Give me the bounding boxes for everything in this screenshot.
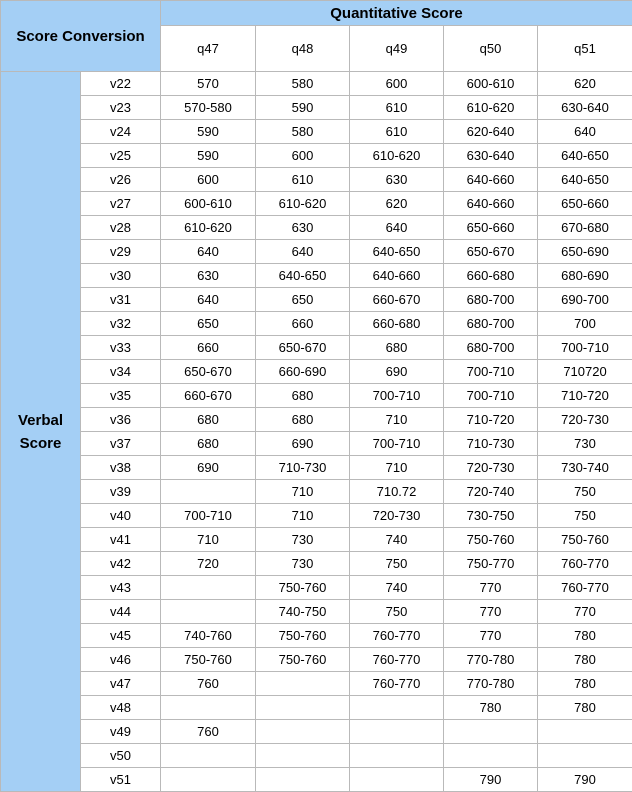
- table-cell: 770: [538, 600, 632, 624]
- row-header-v22: v22: [81, 72, 161, 96]
- table-cell: 660-670: [161, 384, 256, 408]
- table-cell: 730-740: [538, 456, 632, 480]
- row-header-v25: v25: [81, 144, 161, 168]
- table-cell: 780: [538, 696, 632, 720]
- table-cell: 610-620: [161, 216, 256, 240]
- table-row: [1, 528, 632, 552]
- row-header-v23: v23: [81, 96, 161, 120]
- row-header-v34: v34: [81, 360, 161, 384]
- table-cell: 710720: [538, 360, 632, 384]
- table-cell: 580: [256, 72, 350, 96]
- table-cell: 680-700: [444, 312, 538, 336]
- table-cell: 750-760: [256, 624, 350, 648]
- table-cell: 600: [350, 72, 444, 96]
- table-row: [1, 720, 632, 744]
- table-cell: 780: [538, 624, 632, 648]
- table-cell: 710-730: [256, 456, 350, 480]
- table-row: [1, 264, 632, 288]
- table-cell: 770: [444, 576, 538, 600]
- table-row: [1, 120, 632, 144]
- table-cell: 650-690: [538, 240, 632, 264]
- table-cell: 670-680: [538, 216, 632, 240]
- table-cell: 750: [350, 600, 444, 624]
- table-cell: 710.72: [350, 480, 444, 504]
- table-cell: 660-690: [256, 360, 350, 384]
- row-header-v47: v47: [81, 672, 161, 696]
- table-cell: 600: [161, 168, 256, 192]
- table-row: [1, 504, 632, 528]
- table-cell: [256, 768, 350, 792]
- row-header-v35: v35: [81, 384, 161, 408]
- table-cell: 650: [256, 288, 350, 312]
- row-header-v51: v51: [81, 768, 161, 792]
- table-cell: 660-670: [350, 288, 444, 312]
- table-cell: 590: [256, 96, 350, 120]
- table-cell: 770: [444, 624, 538, 648]
- row-header-v27: v27: [81, 192, 161, 216]
- table-cell: 720: [161, 552, 256, 576]
- table-cell: 760: [161, 672, 256, 696]
- row-header-v50: v50: [81, 744, 161, 768]
- quantitative-score-header: Quantitative Score: [161, 1, 632, 26]
- table-cell: 680: [256, 408, 350, 432]
- table-cell: 630-640: [538, 96, 632, 120]
- row-header-v49: v49: [81, 720, 161, 744]
- table-cell: 730: [256, 552, 350, 576]
- table-cell: 680-690: [538, 264, 632, 288]
- table-cell: 760-770: [350, 672, 444, 696]
- table-cell: 710: [256, 480, 350, 504]
- table-cell: 740: [350, 576, 444, 600]
- table-cell: 780: [444, 696, 538, 720]
- table-row: [1, 240, 632, 264]
- table-cell: [161, 480, 256, 504]
- table-cell: 630: [161, 264, 256, 288]
- table-row: [1, 456, 632, 480]
- table-cell: 640-650: [256, 264, 350, 288]
- table-row: [1, 408, 632, 432]
- table-cell: 610: [350, 96, 444, 120]
- table-cell: 690-700: [538, 288, 632, 312]
- table-cell: 730: [256, 528, 350, 552]
- table-cell: 640: [538, 120, 632, 144]
- table-cell: 620: [350, 192, 444, 216]
- table-cell: 710-720: [444, 408, 538, 432]
- table-cell: 660-680: [444, 264, 538, 288]
- table-cell: 600-610: [161, 192, 256, 216]
- table-cell: 640-650: [538, 144, 632, 168]
- table-cell: 680: [161, 408, 256, 432]
- table-cell: 630: [256, 216, 350, 240]
- table-cell: 600: [256, 144, 350, 168]
- table-cell: 640-650: [350, 240, 444, 264]
- table-cell: 780: [538, 648, 632, 672]
- table-cell: 580: [256, 120, 350, 144]
- table-cell: 760-770: [538, 576, 632, 600]
- table-cell: [161, 576, 256, 600]
- table-cell: [256, 696, 350, 720]
- table-cell: 790: [444, 768, 538, 792]
- table-cell: [538, 744, 632, 768]
- table-cell: 710-730: [444, 432, 538, 456]
- table-cell: 710: [350, 456, 444, 480]
- table-row: [1, 552, 632, 576]
- row-header-v37: v37: [81, 432, 161, 456]
- table-row: [1, 168, 632, 192]
- table-row: [1, 336, 632, 360]
- table-cell: 750-760: [161, 648, 256, 672]
- table-cell: 680: [350, 336, 444, 360]
- row-header-v43: v43: [81, 576, 161, 600]
- table-cell: 730: [538, 432, 632, 456]
- table-row: [1, 192, 632, 216]
- table-cell: [444, 744, 538, 768]
- table-cell: 570-580: [161, 96, 256, 120]
- table-cell: [256, 744, 350, 768]
- table-cell: [161, 768, 256, 792]
- table-cell: 750: [538, 480, 632, 504]
- table-cell: 690: [161, 456, 256, 480]
- table-cell: 770-780: [444, 672, 538, 696]
- row-header-v31: v31: [81, 288, 161, 312]
- table-cell: 720-730: [444, 456, 538, 480]
- table-cell: 710-720: [538, 384, 632, 408]
- table-cell: 740-760: [161, 624, 256, 648]
- table-cell: 610-620: [444, 96, 538, 120]
- table-cell: 640-660: [350, 264, 444, 288]
- table-cell: 640: [161, 288, 256, 312]
- table-cell: 700: [538, 312, 632, 336]
- table-cell: 780: [538, 672, 632, 696]
- column-header-q50: q50: [444, 26, 538, 72]
- table-row: [1, 672, 632, 696]
- verbal-score-header: [1, 72, 81, 792]
- table-row: [1, 384, 632, 408]
- table-cell: [350, 720, 444, 744]
- table-cell: 650-670: [444, 240, 538, 264]
- table-cell: 620-640: [444, 120, 538, 144]
- table-cell: [350, 696, 444, 720]
- table-cell: 750-760: [256, 576, 350, 600]
- table-cell: 660: [161, 336, 256, 360]
- table-cell: 610: [256, 168, 350, 192]
- table-cell: [161, 600, 256, 624]
- row-header-v32: v32: [81, 312, 161, 336]
- row-header-v26: v26: [81, 168, 161, 192]
- table-cell: 650-660: [444, 216, 538, 240]
- table-row: [1, 432, 632, 456]
- table-cell: [444, 720, 538, 744]
- table-cell: [350, 744, 444, 768]
- table-cell: [538, 720, 632, 744]
- table-cell: 760-770: [350, 648, 444, 672]
- table-cell: 680: [161, 432, 256, 456]
- table-row: [1, 72, 632, 96]
- column-header-q47: q47: [161, 26, 256, 72]
- table-cell: 680-700: [444, 288, 538, 312]
- table-cell: 750-770: [444, 552, 538, 576]
- table-cell: 700-710: [350, 384, 444, 408]
- table-cell: 630-640: [444, 144, 538, 168]
- table-cell: [256, 720, 350, 744]
- row-header-v29: v29: [81, 240, 161, 264]
- table-cell: 710: [350, 408, 444, 432]
- table-row: [1, 624, 632, 648]
- table-cell: 750: [350, 552, 444, 576]
- table-cell: 630: [350, 168, 444, 192]
- row-header-v30: v30: [81, 264, 161, 288]
- table-cell: 600-610: [444, 72, 538, 96]
- table-cell: 660-680: [350, 312, 444, 336]
- row-header-v36: v36: [81, 408, 161, 432]
- table-cell: 640-660: [444, 168, 538, 192]
- table-row: [1, 144, 632, 168]
- table-cell: 700-710: [350, 432, 444, 456]
- table-cell: 750-760: [538, 528, 632, 552]
- table-cell: 770-780: [444, 648, 538, 672]
- table-cell: 620: [538, 72, 632, 96]
- row-header-v24: v24: [81, 120, 161, 144]
- table-cell: 690: [350, 360, 444, 384]
- table-cell: 730-750: [444, 504, 538, 528]
- table-cell: 680-700: [444, 336, 538, 360]
- row-header-v33: v33: [81, 336, 161, 360]
- table-cell: 690: [256, 432, 350, 456]
- row-header-v44: v44: [81, 600, 161, 624]
- row-header-v38: v38: [81, 456, 161, 480]
- table-cell: 700-710: [538, 336, 632, 360]
- table-cell: 760-770: [538, 552, 632, 576]
- table-cell: 790: [538, 768, 632, 792]
- row-header-v28: v28: [81, 216, 161, 240]
- table-row: [1, 768, 632, 792]
- table-row: [1, 360, 632, 384]
- table-header: [1, 1, 632, 72]
- table-row: [1, 480, 632, 504]
- table-cell: [161, 696, 256, 720]
- table-row: [1, 216, 632, 240]
- table-title: Score Conversion: [1, 1, 161, 72]
- row-header-v39: v39: [81, 480, 161, 504]
- row-header-v42: v42: [81, 552, 161, 576]
- table-row: [1, 576, 632, 600]
- table-cell: 710: [161, 528, 256, 552]
- verbal-score-label-line1: Verbal: [17, 411, 64, 429]
- table-cell: 640-650: [538, 168, 632, 192]
- table-cell: 640-660: [444, 192, 538, 216]
- table-cell: 760-770: [350, 624, 444, 648]
- table-row: [1, 648, 632, 672]
- table-cell: 750: [538, 504, 632, 528]
- table-cell: 750-760: [256, 648, 350, 672]
- table-row: [1, 288, 632, 312]
- table-cell: [350, 768, 444, 792]
- table-cell: 640: [256, 240, 350, 264]
- verbal-score-label-line2: Score: [19, 434, 62, 452]
- table-cell: 720-740: [444, 480, 538, 504]
- table-cell: 710: [256, 504, 350, 528]
- table-cell: 770: [444, 600, 538, 624]
- table-cell: 610-620: [256, 192, 350, 216]
- table-row: [1, 96, 632, 120]
- row-header-v41: v41: [81, 528, 161, 552]
- table-cell: [256, 672, 350, 696]
- row-header-v40: v40: [81, 504, 161, 528]
- table-cell: 570: [161, 72, 256, 96]
- row-header-v48: v48: [81, 696, 161, 720]
- table-cell: 590: [161, 120, 256, 144]
- table-cell: 610: [350, 120, 444, 144]
- row-header-v46: v46: [81, 648, 161, 672]
- table-row: [1, 696, 632, 720]
- table-cell: 760: [161, 720, 256, 744]
- table-body: [1, 72, 632, 792]
- table-cell: 700-710: [444, 384, 538, 408]
- table-cell: 750-760: [444, 528, 538, 552]
- table-cell: 660: [256, 312, 350, 336]
- table-cell: [161, 744, 256, 768]
- table-cell: 700-710: [444, 360, 538, 384]
- table-row: [1, 600, 632, 624]
- table-cell: 680: [256, 384, 350, 408]
- table-cell: 640: [161, 240, 256, 264]
- table-cell: 590: [161, 144, 256, 168]
- table-cell: 610-620: [350, 144, 444, 168]
- table-cell: 740-750: [256, 600, 350, 624]
- column-header-q48: q48: [256, 26, 350, 72]
- table-cell: 740: [350, 528, 444, 552]
- table-cell: 650-670: [161, 360, 256, 384]
- table-cell: 650-660: [538, 192, 632, 216]
- table-cell: 720-730: [350, 504, 444, 528]
- column-header-q51: q51: [538, 26, 632, 72]
- table-cell: 640: [350, 216, 444, 240]
- table-row: [1, 312, 632, 336]
- table-cell: 650: [161, 312, 256, 336]
- column-header-q49: q49: [350, 26, 444, 72]
- table-row: [1, 744, 632, 768]
- table-cell: 650-670: [256, 336, 350, 360]
- table-cell: 700-710: [161, 504, 256, 528]
- table-cell: 720-730: [538, 408, 632, 432]
- row-header-v45: v45: [81, 624, 161, 648]
